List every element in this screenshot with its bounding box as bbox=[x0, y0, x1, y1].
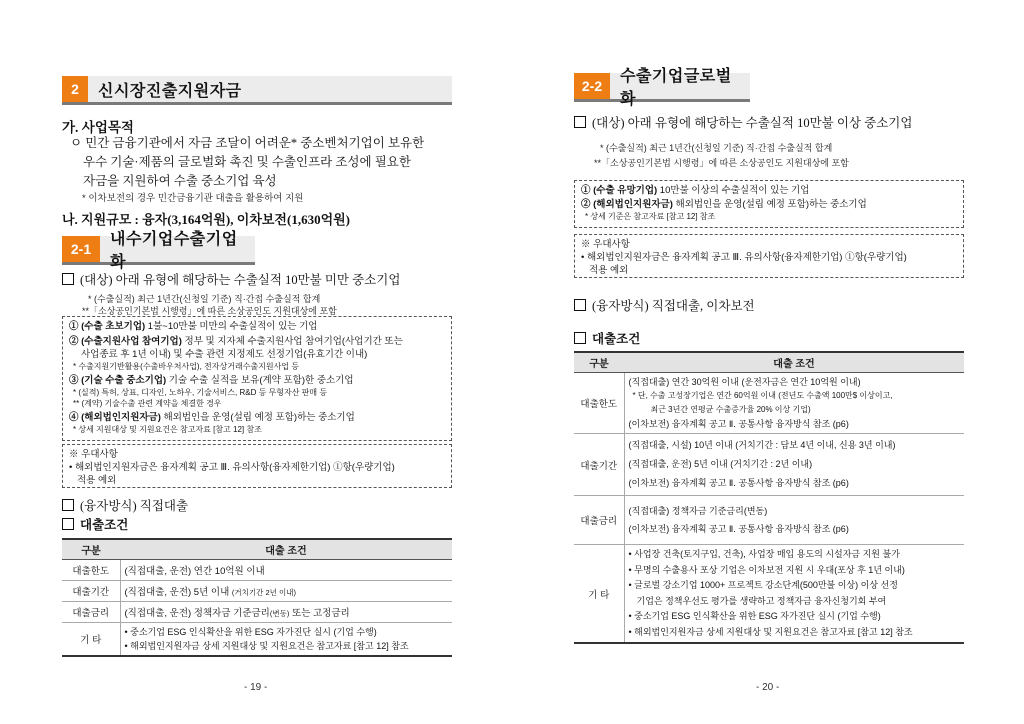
preference-text: 적용 예외 bbox=[589, 265, 629, 276]
purpose-text bbox=[70, 134, 470, 191]
purpose-heading: 가. 사업목적 bbox=[62, 120, 134, 135]
section-title: 신시장진출지원자금 bbox=[88, 76, 452, 102]
checkbox-icon bbox=[574, 116, 586, 128]
checkbox-icon bbox=[574, 332, 586, 344]
table-row bbox=[62, 581, 452, 602]
table-header-row bbox=[574, 352, 964, 373]
value-line: • 해외법인지원자금 상세 지원대상 및 지원요건은 참고자료 [참고 12] 참조 bbox=[628, 626, 913, 637]
table-key: 대출금리 bbox=[574, 496, 624, 545]
type-sub: * 상세 지원대상 및 지원요건은 참고자료 [참고 12] 참조 bbox=[73, 425, 262, 434]
checkbox-icon bbox=[574, 299, 586, 311]
value-line: • 글로벌 강소기업 1000+ 프로젝트 강소단계(500만불 이상) 이상 선정 bbox=[628, 580, 898, 590]
value-small: (변동) bbox=[269, 609, 290, 618]
value-line: * 단, 수출 고성장기업은 연간 60억원 이내 (전년도 수출액 100만$ 이상이고, bbox=[632, 391, 893, 400]
table-key: 기 타 bbox=[62, 623, 120, 657]
type-sub: * (실적) 특허, 상표, 디자인, 노하우, 기술서비스, R&D 등 무형자산 판매 등 bbox=[73, 388, 328, 397]
section-number: 2 bbox=[62, 76, 88, 102]
cond-heading-text: 대출조건 bbox=[80, 518, 129, 532]
type-text: 해외법인을 운영(설립 예정 포함)하는 중소기업 bbox=[672, 199, 867, 210]
scale-line: 나. 지원규모 : 융자(3,164억원), 이차보전(1,630억원) bbox=[62, 212, 351, 227]
type-head: ① (수출 초보기업) bbox=[69, 321, 146, 332]
type-text: 10만불 이상의 수출실적이 있는 기업 bbox=[657, 185, 810, 196]
table-value bbox=[624, 434, 964, 496]
types-box bbox=[62, 316, 452, 441]
cond-heading bbox=[62, 516, 128, 535]
value-line: (이차보전) 융자계획 공고 Ⅱ. 공통사항 융자방식 참조 (p6) bbox=[628, 419, 849, 429]
value-line: (직접대출) 정책자금 기준금리(변동) bbox=[628, 506, 768, 516]
table-row bbox=[574, 373, 964, 434]
subsection-number: 2-1 bbox=[62, 236, 100, 262]
table-key: 대출기간 bbox=[62, 581, 120, 602]
type-head: ② (수출지원사업 참여기업) bbox=[69, 336, 182, 347]
type-item bbox=[581, 184, 957, 197]
type-head: ① (수출 유망기업) bbox=[581, 185, 658, 196]
value-line: (직접대출) 연간 30억원 이내 (운전자금은 연간 10억원 이내) bbox=[628, 377, 861, 387]
target-text: (대상) 아래 유형에 해당하는 수출실적 10만불 이상 중소기업 bbox=[592, 116, 913, 130]
page-20 bbox=[512, 0, 1024, 724]
preference-box bbox=[574, 234, 964, 278]
type-item bbox=[581, 198, 957, 211]
table-value bbox=[624, 373, 964, 434]
type-sub: * 수출지원기반활용(수출바우처사업), 전자상거래수출지원사업 등 bbox=[73, 362, 299, 371]
preference-text: 적용 예외 bbox=[77, 475, 117, 486]
table-value bbox=[120, 581, 452, 602]
value-text: 또는 고정금리 bbox=[289, 608, 350, 619]
preference-box bbox=[62, 444, 452, 488]
preference-text: • 해외법인지원자금은 융자계획 공고 Ⅲ. 유의사항(융자제한기업) ①항(우량기업) bbox=[69, 462, 395, 473]
type-item bbox=[69, 320, 445, 333]
preference-text: • 해외법인지원자금은 융자계획 공고 Ⅲ. 유의사항(융자제한기업) ①항(우량기업) bbox=[581, 252, 907, 263]
table-header: 대출 조건 bbox=[624, 352, 964, 373]
target-note: **「소상공인기본법 시행령」에 따른 소상공인도 지원대상에 포함 bbox=[82, 306, 337, 316]
method-text: (융자방식) 직접대출 bbox=[80, 499, 189, 513]
page-number: - 20 - bbox=[756, 682, 780, 693]
method-line bbox=[574, 297, 755, 316]
purpose-line: ㅇ 민간 금융기관에서 자금 조달이 어려운* 중소벤처기업이 보유한 bbox=[70, 136, 425, 150]
value-line: • 무명의 수출용사 포상 기업은 이차보전 지원 시 우대(포상 후 1년 이내) bbox=[628, 564, 905, 575]
target-note: * (수출실적) 최근 1년간(신청일 기준) 직·간접 수출실적 합계 bbox=[600, 143, 833, 153]
type-head: ③ (기술 수출 중소기업) bbox=[69, 375, 167, 386]
value-line: (이차보전) 융자계획 공고 Ⅱ. 공통사항 융자방식 참조 (p6) bbox=[628, 524, 849, 534]
cond-heading-text: 대출조건 bbox=[592, 332, 641, 346]
type-item bbox=[69, 335, 445, 348]
value-small: (거치기간 2년 이내) bbox=[231, 588, 296, 597]
type-item bbox=[69, 374, 445, 387]
table-row bbox=[574, 434, 964, 496]
types-box bbox=[574, 180, 964, 228]
table-header: 구분 bbox=[574, 352, 624, 373]
table-value bbox=[624, 496, 964, 545]
type-sub: 사업종료 후 1년 이내) 및 수출 관련 지정제도 선정기업(유효기간 이내) bbox=[81, 349, 368, 360]
table-value bbox=[120, 623, 452, 657]
value-text: (직접대출, 운전) 정책자금 기준금리 bbox=[124, 608, 270, 619]
method-line bbox=[62, 497, 188, 516]
table-key: 대출기간 bbox=[574, 434, 624, 496]
preference-title: ※ 우대사항 bbox=[581, 239, 630, 250]
preference-title: ※ 우대사항 bbox=[69, 449, 118, 460]
value-text: (직접대출, 운전) 5년 이내 bbox=[124, 587, 232, 598]
subsection-header bbox=[574, 68, 750, 108]
page-number: - 19 - bbox=[244, 682, 268, 693]
value-line: (직접대출, 시설) 10년 이내 (거치기간 : 담보 4년 이내, 신용 3년 이내) bbox=[628, 440, 896, 450]
table-value bbox=[624, 545, 964, 644]
table-row bbox=[574, 496, 964, 545]
table-row bbox=[62, 602, 452, 623]
loan-table bbox=[574, 351, 964, 644]
subsection-number: 2-2 bbox=[574, 73, 610, 99]
type-text: 기술 수출 실적을 보유(계약 포함)한 중소기업 bbox=[166, 375, 354, 386]
value-line: • 사업장 건축(토지구입, 건축), 사업장 매입 용도의 시설자금 지원 불가 bbox=[628, 549, 900, 559]
target-line bbox=[574, 114, 912, 133]
subsection-title: 내수기업수출기업화 bbox=[100, 236, 255, 262]
type-text: 해외법인을 운영(설립 예정 포함)하는 중소기업 bbox=[160, 412, 355, 423]
purpose-line: 우수 기술·제품의 글로벌화 촉진 및 수출인프라 조성에 필요한 bbox=[83, 155, 411, 169]
section-header bbox=[62, 76, 452, 105]
value-line: • 중소기업 ESG 인식확산을 위한 ESG 자가진단 실시 (기업 수행) bbox=[124, 627, 377, 637]
loan-table bbox=[62, 538, 452, 657]
value-line: 최근 3년간 연평균 수출증가율 20% 이상 기업) bbox=[650, 405, 811, 414]
table-value bbox=[120, 602, 452, 623]
checkbox-icon bbox=[62, 518, 74, 530]
target-line bbox=[62, 271, 400, 290]
table-key: 대출한도 bbox=[574, 373, 624, 434]
target-note: * (수출실적) 최근 1년간(신청일 기준) 직·간접 수출실적 합계 bbox=[88, 294, 321, 304]
type-head: ④ (해외법인지원자금) bbox=[69, 412, 161, 423]
target-text: (대상) 아래 유형에 해당하는 수출실적 10만불 미만 중소기업 bbox=[80, 273, 401, 287]
checkbox-icon bbox=[62, 499, 74, 511]
table-key: 기 타 bbox=[574, 545, 624, 644]
table-key: 대출금리 bbox=[62, 602, 120, 623]
value-line: • 중소기업 ESG 인식확산을 위한 ESG 자가진단 실시 (기업 수행) bbox=[628, 611, 881, 621]
table-key: 대출한도 bbox=[62, 560, 120, 581]
table-row bbox=[62, 560, 452, 581]
type-head: ② (해외법인지원자금) bbox=[581, 199, 673, 210]
target-note: **「소상공인기본법 시행령」에 따른 소상공인도 지원대상에 포함 bbox=[594, 158, 849, 168]
type-item bbox=[69, 411, 445, 424]
table-header: 구분 bbox=[62, 539, 120, 560]
subsection-title: 수출기업글로벌화 bbox=[610, 73, 750, 99]
table-row bbox=[62, 623, 452, 657]
table-row bbox=[574, 545, 964, 644]
table-header: 대출 조건 bbox=[120, 539, 452, 560]
type-text: 정부 및 지자체 수출지원사업 참여기업(사업기간 또는 bbox=[181, 336, 403, 347]
type-sub: ** (계약) 기술수출 관련 계약을 체결한 경우 bbox=[73, 399, 222, 408]
purpose-note: * 이차보전의 경우 민간금융기관 대출을 활용하여 지원 bbox=[82, 193, 304, 204]
table-header-row bbox=[62, 539, 452, 560]
type-text: 1불~10만불 미만의 수출실적이 있는 기업 bbox=[145, 321, 318, 332]
value-line: (직접대출, 운전) 5년 이내 (거치기간 : 2년 이내) bbox=[628, 459, 813, 469]
value-line: 기업은 정책우선도 평가를 생략하고 정책자금 융자신청기회 부여 bbox=[636, 595, 887, 606]
cond-heading bbox=[574, 330, 640, 349]
table-value bbox=[120, 560, 452, 581]
checkbox-icon bbox=[62, 273, 74, 285]
type-sub: * 상세 기준은 참고자료 [참고 12] 참조 bbox=[585, 212, 716, 221]
value-line: • 해외법인지원자금 상세 지원대상 및 지원요건은 참고자료 [참고 12] 참조 bbox=[124, 641, 409, 651]
method-text: (융자방식) 직접대출, 이차보전 bbox=[592, 299, 755, 313]
purpose-line: 자금을 지원하여 수출 중소기업 육성 bbox=[83, 174, 277, 188]
subsection-header bbox=[62, 231, 255, 271]
value-line: (이차보전) 융자계획 공고 Ⅱ. 공통사항 융자방식 참조 (p6) bbox=[628, 478, 849, 488]
value-text: (직접대출, 운전) 연간 10억원 이내 bbox=[124, 566, 265, 577]
